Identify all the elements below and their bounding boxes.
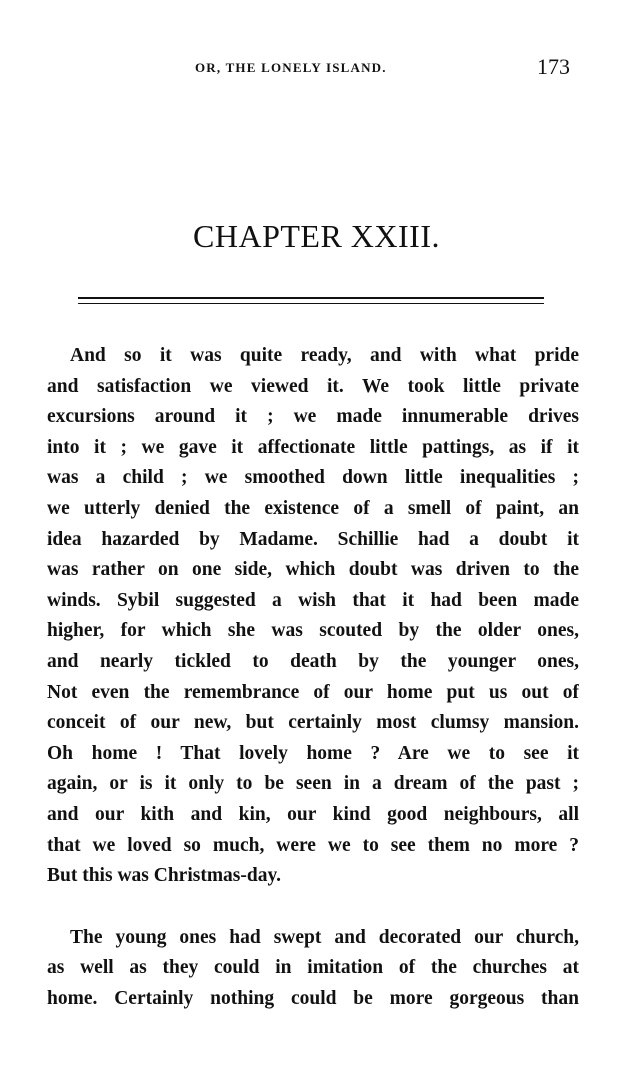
text-line: was rather on one side, which doubt was driven to the xyxy=(47,559,579,581)
chapter-rule-thin xyxy=(78,303,544,304)
body-text xyxy=(47,341,579,1014)
chapter-rule-thick xyxy=(78,297,544,299)
chapter-title: CHAPTER XXIII. xyxy=(193,218,440,254)
running-head xyxy=(0,56,633,82)
text-line: And so it was quite ready, and with what pride xyxy=(70,345,579,366)
text-line: and nearly tickled to death by the younger ones, xyxy=(47,650,579,672)
text-line: excursions around it ; we made innumerable drives xyxy=(47,406,579,428)
running-title: OR, THE LONELY ISLAND. xyxy=(195,60,387,75)
text-line: The young ones had swept and decorated our church, xyxy=(70,926,579,948)
text-line: Oh home ! That lovely home ? Are we to see it xyxy=(47,742,579,764)
text-line: was a child ; we smoothed down little inequalities ; xyxy=(47,467,579,489)
text-line: that we loved so much, were we to see them no more ? xyxy=(47,834,579,856)
text-line: and satisfaction we viewed it. We took little private xyxy=(47,375,579,397)
text-line: again, or is it only to be seen in a dream of the past ; xyxy=(47,773,579,795)
text-line: But this was Christmas-day. xyxy=(47,865,282,887)
text-line: home. Certainly nothing could be more gorgeous than xyxy=(47,987,579,1009)
paragraph-gap xyxy=(47,892,579,923)
paragraph-2 xyxy=(47,923,579,1015)
text-line: higher, for which she was scouted by the older ones, xyxy=(47,620,579,642)
page-number: 173 xyxy=(537,54,570,79)
text-line: conceit of our new, but certainly most clumsy mansion. xyxy=(47,712,579,734)
text-line: as well as they could in imitation of the churches at xyxy=(47,957,579,979)
text-line: winds. Sybil suggested a wish that it had been made xyxy=(47,589,579,611)
text-line: into it ; we gave it affectionate little pattings, as if it xyxy=(47,436,579,458)
text-line: idea hazarded by Madame. Schillie had a doubt it xyxy=(47,528,579,550)
paragraph-1 xyxy=(47,341,579,892)
text-line: and our kith and kin, our kind good neighbours, all xyxy=(47,803,579,825)
text-line: Not even the remembrance of our home put us out of xyxy=(47,681,579,703)
text-line: we utterly denied the existence of a smell of paint, an xyxy=(47,497,579,519)
